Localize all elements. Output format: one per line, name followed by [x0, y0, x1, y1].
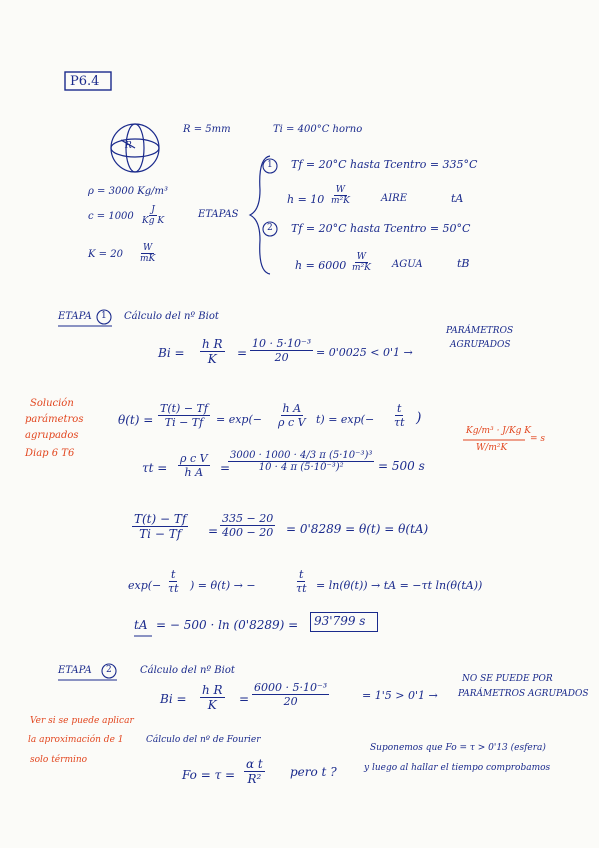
- stage-2-medium: AGUA: [392, 259, 423, 270]
- tau-result: = 500 s: [378, 459, 425, 473]
- tau-fraction: $\frac{\text{ρ c V}}{\text{h A}}$: [180, 452, 208, 479]
- exp-fraction-2: $\frac{t}{\tau t}$: [296, 568, 307, 595]
- stage-1-conditions: Tf = 20°C hasta Tcentro = 335°C: [291, 158, 478, 171]
- side-note-2-line-2: la aproximación de 1: [28, 735, 124, 745]
- stage-1-h: h = 10: [287, 193, 325, 206]
- sphere-sketch: [111, 124, 159, 172]
- stages-brace: [250, 156, 270, 274]
- etapa1-bi-fraction: $\frac{\text{h R}}{K}$: [202, 337, 223, 366]
- theta-exp-fraction: $\frac{\text{h A}}{\text{ρ c V}}$: [278, 402, 306, 429]
- exp-mid: ) = θ(t) → −: [190, 579, 256, 592]
- side-note-2-line-1: Ver si se puede aplicar: [30, 716, 134, 726]
- ratio-substitution: $\frac{335 - 20}{400 - 20}$: [222, 512, 274, 539]
- c-given: c = 1000: [88, 211, 134, 222]
- side-note-line-3: agrupados: [25, 430, 79, 441]
- theta-lhs: θ(t) =: [118, 413, 154, 427]
- etapa1-number: 1: [101, 311, 107, 321]
- etapa1-bi-result: = 0'0025 < 0'1 →: [316, 346, 413, 359]
- ta-calculation: = − 500 · ln (0'8289) =: [156, 618, 299, 632]
- assumption-line1: Suponemos que Fo = τ > 0'13 (esfera): [370, 743, 546, 753]
- density-given: ρ = 3000 Kg/m³: [88, 186, 168, 197]
- theta-exp-2: t) = exp(−: [316, 413, 375, 426]
- exp-fraction: $\frac{t}{\tau t}$: [168, 568, 179, 595]
- stage-2-h: h = 6000: [295, 259, 347, 272]
- k-given: K = 20: [88, 249, 123, 260]
- etapa1-bi-substitution: $\frac{\text{10 · 5·10⁻³}}{20}$: [252, 337, 312, 364]
- etapa2-bi-substitution: $\frac{\text{6000 · 5·10⁻³}}{20}$: [254, 681, 328, 708]
- assumption-line2: y luego al hallar el tiempo comprobamos: [364, 763, 551, 773]
- units-check-denominator: W/m²K: [476, 443, 508, 453]
- etapa2-note-line2: PARÁMETROS AGRUPADOS: [458, 689, 589, 699]
- etapa2-bi-lhs: Bi =: [160, 692, 187, 706]
- stage-2-time: tB: [457, 257, 470, 270]
- etapa2-bi-fraction: $\frac{\text{h R}}{K}$: [202, 683, 223, 712]
- etapa2-number: 2: [106, 665, 112, 675]
- radius-given: R = 5mm: [183, 124, 231, 135]
- ratio-fraction: $\frac{T(t) - Tf}{Ti - Tf}$: [134, 512, 187, 541]
- ta-answer: 93'799 s: [314, 614, 366, 628]
- sphere-radius-label: R: [125, 141, 132, 151]
- etapa1-bi-lhs: Bi =: [158, 346, 185, 360]
- stage-2-h-unit: $\frac{W}{\text{m²K}}$: [352, 252, 371, 273]
- side-note-line-1: Solución: [30, 398, 74, 409]
- fourier-title: Cálculo del nº de Fourier: [146, 735, 261, 745]
- etapa1-heading: ETAPA: [58, 311, 92, 322]
- exp-lhs: exp(−: [128, 579, 162, 592]
- stage-1-h-unit: $\frac{W}{\text{m²K}}$: [331, 185, 350, 206]
- c-unit-fraction: $\frac{J}{\text{Kg K}}$: [142, 205, 165, 226]
- units-check-numerator: Kg/m³ · J/Kg K: [466, 426, 532, 436]
- ta-lhs: tA: [134, 618, 148, 632]
- fo-question: pero t ?: [290, 765, 337, 779]
- side-note-line-2: parámetros: [25, 414, 84, 425]
- etapa2-note-line1: NO SE PUEDE POR: [462, 674, 553, 684]
- etapa1-title: Cálculo del nº Biot: [124, 311, 219, 322]
- side-note-line-4: Diap 6 T6: [25, 448, 75, 459]
- tau-lhs: τt =: [142, 461, 168, 475]
- stages-label: ETAPAS: [198, 209, 239, 220]
- theta-close-paren: ): [416, 410, 422, 426]
- etapa2-heading: ETAPA: [58, 665, 92, 676]
- equals: =: [237, 346, 248, 360]
- etapa1-note-grouped: AGRUPADOS: [450, 340, 511, 350]
- fo-lhs: Fo = τ =: [182, 768, 236, 782]
- fo-fraction: $\frac{\text{α t}}{\text{R²}}$: [246, 757, 263, 786]
- stage-1-time: tA: [451, 192, 464, 205]
- equals: =: [208, 524, 219, 538]
- etapa2-bi-result: = 1'5 > 0'1 →: [362, 689, 438, 702]
- side-note-2-line-3: solo término: [30, 755, 88, 765]
- theta-tau-fraction: $\frac{t}{\tau t}$: [394, 402, 405, 429]
- etapa1-note-params: PARÁMETROS: [446, 326, 514, 336]
- etapa2-title: Cálculo del nº Biot: [140, 665, 235, 676]
- problem-id: P6.4: [70, 74, 100, 89]
- stage-2-number: 2: [267, 223, 273, 233]
- equals: =: [220, 461, 231, 475]
- exp-end: = ln(θ(t)) → tA = −τt ln(θ(tA)): [316, 579, 483, 592]
- stage-1-number: 1: [267, 160, 273, 170]
- equals: =: [239, 692, 250, 706]
- ratio-result: = 0'8289 = θ(t) = θ(tA): [286, 522, 429, 536]
- units-check-result: = s: [530, 434, 546, 444]
- tau-substitution: $\frac{\text{3000 · 1000 · 4/3 π (5·10⁻³)³}}{\text{10 · 4 π (5·10⁻³)²}}$: [230, 450, 373, 473]
- stage-1-medium: AIRE: [381, 193, 408, 204]
- k-unit-fraction: $\frac{W}{mK}$: [140, 243, 156, 264]
- initial-temp-given: Ti = 400°C horno: [273, 124, 363, 135]
- theta-exp-1: = exp(−: [216, 413, 262, 426]
- theta-fraction: $\frac{T(t) - Tf}{Ti - Tf}$: [160, 402, 208, 429]
- stage-2-conditions: Tf = 20°C hasta Tcentro = 50°C: [291, 222, 471, 235]
